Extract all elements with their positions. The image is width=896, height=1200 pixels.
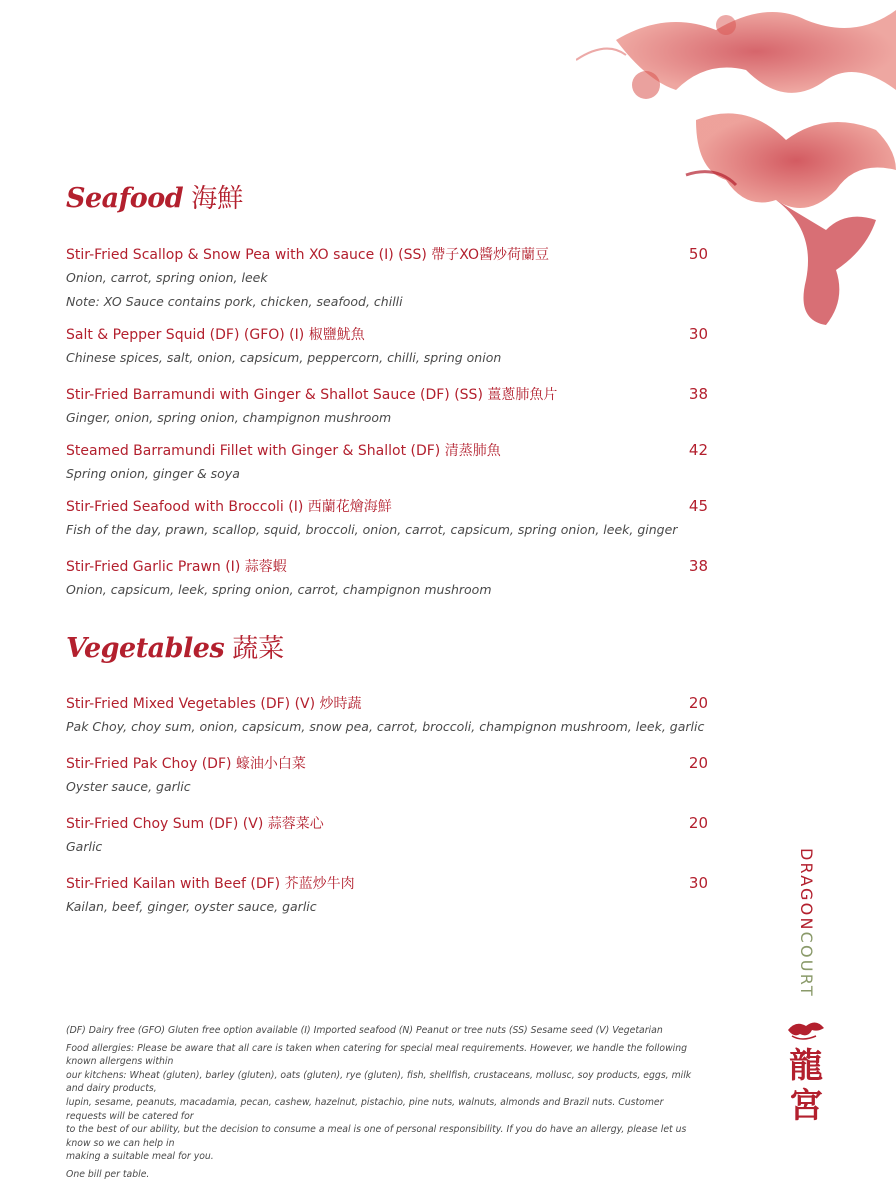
item-name: Salt & Pepper Squid (DF) (GFO) (I) 椒鹽魷魚: [66, 327, 365, 343]
allergy-notice-line: to the best of our ability, but the decision to consume a meal is one of personal responsibility. If you do have an allergy, please let us know so we can help in: [66, 1124, 687, 1149]
item-name: Stir-Fried Scallop & Snow Pea with XO sauce (I) (SS) 帶子XO醬炒荷蘭豆: [66, 247, 550, 263]
item-description: Kailan, beef, ginger, oyster sauce, garlic: [66, 899, 317, 914]
brand-chinese-char: 宮: [789, 1086, 823, 1126]
menu-item: [66, 873, 708, 914]
item-description: Pak Choy, choy sum, onion, capsicum, snow pea, carrot, broccoli, champignon mushroom, leek, garlic: [66, 719, 705, 734]
item-price: 45: [688, 497, 708, 515]
menu-item: [66, 384, 708, 425]
item-description: Oyster sauce, garlic: [66, 779, 191, 794]
item-name: Stir-Fried Pak Choy (DF) 蠔油小白菜: [66, 756, 306, 772]
section-title-chinese: 海鮮: [191, 184, 244, 214]
section-title-chinese: 蔬菜: [232, 634, 285, 664]
item-name: Stir-Fried Seafood with Broccoli (I) 西蘭花燴海鮮: [66, 499, 392, 515]
brand-name-part2: COURT: [797, 931, 816, 998]
allergy-notice-line: our kitchens: Wheat (gluten), barley (gluten), oats (gluten), rye (gluten), fish, shellfish, crustaceans, mollusc, soy products, eggs, milk and dairy products,: [66, 1069, 692, 1095]
item-name: Stir-Fried Mixed Vegetables (DF) (V) 炒時蔬: [66, 696, 362, 712]
brand-chinese-logo: [786, 1046, 826, 1126]
section-title-script: Seafood: [66, 183, 184, 214]
menu-item: [66, 244, 708, 309]
item-name: Stir-Fried Choy Sum (DF) (V) 蒜蓉菜心: [66, 816, 324, 832]
section-title-seafood: [66, 178, 243, 215]
menu-item: [66, 693, 708, 734]
item-price: 20: [688, 754, 708, 772]
bill-note: One bill per table.: [66, 1168, 150, 1180]
item-price: 30: [688, 325, 708, 343]
item-name: Stir-Fried Barramundi with Ginger & Shallot Sauce (DF) (SS) 薑蔥肺魚片: [66, 387, 558, 403]
item-name: Steamed Barramundi Fillet with Ginger & Shallot (DF) 清蒸肺魚: [66, 443, 501, 459]
menu-item: [66, 440, 708, 481]
item-description: Onion, carrot, spring onion, leek: [66, 270, 268, 285]
section-title-vegetables: [66, 628, 284, 665]
section-title-script: Vegetables: [66, 633, 225, 664]
menu-item: [66, 813, 708, 854]
brand-name-part1: DRAGON: [797, 848, 816, 932]
item-description: Garlic: [66, 839, 103, 854]
item-price: 50: [688, 245, 708, 263]
allergy-notice-line: lupin, sesame, peanuts, macadamia, pecan, cashew, hazelnut, pistachio, pine nuts, walnuts, almonds and Brazil nuts. Customer requests will be catered for: [66, 1096, 664, 1122]
item-price: 20: [688, 814, 708, 832]
menu-item: [66, 496, 708, 537]
item-price: 38: [688, 385, 708, 403]
item-name: Stir-Fried Kailan with Beef (DF) 芥蓝炒牛肉: [66, 876, 355, 892]
item-note: Note: XO Sauce contains pork, chicken, seafood, chilli: [66, 294, 403, 309]
item-description: Ginger, onion, spring onion, champignon mushroom: [66, 410, 392, 425]
item-price: 30: [688, 874, 708, 892]
allergy-notice-line: Food allergies: Please be aware that all care is taken when catering for special meal requirements. However, we handle the following known allergens within: [66, 1042, 688, 1068]
brand-wordmark: [786, 848, 826, 998]
item-price: 42: [688, 441, 708, 459]
item-price: 38: [688, 557, 708, 575]
menu-item: [66, 324, 708, 365]
menu-item: [66, 556, 708, 597]
item-description: Fish of the day, prawn, scallop, squid, broccoli, onion, carrot, capsicum, spring onion, leek, ginger: [66, 522, 678, 537]
dietary-legend: (DF) Dairy free (GFO) Gluten free option available (I) Imported seafood (N) Peanut or tree nuts (SS) Sesame seed (V) Vegetarian: [66, 1025, 663, 1036]
allergy-notice-line: making a suitable meal for you.: [66, 1151, 214, 1163]
menu-item: [66, 753, 708, 794]
item-description: Onion, capsicum, leek, spring onion, carrot, champignon mushroom: [66, 582, 492, 597]
item-price: 20: [688, 694, 708, 712]
brand-chinese-char: 龍: [789, 1046, 823, 1086]
item-name: Stir-Fried Garlic Prawn (I) 蒜蓉蝦: [66, 559, 287, 575]
item-description: Spring onion, ginger & soya: [66, 466, 240, 481]
brand-vertical-text: [786, 848, 826, 998]
item-description: Chinese spices, salt, onion, capsicum, peppercorn, chilli, spring onion: [66, 350, 502, 365]
footer-notes: [66, 1024, 706, 1186]
